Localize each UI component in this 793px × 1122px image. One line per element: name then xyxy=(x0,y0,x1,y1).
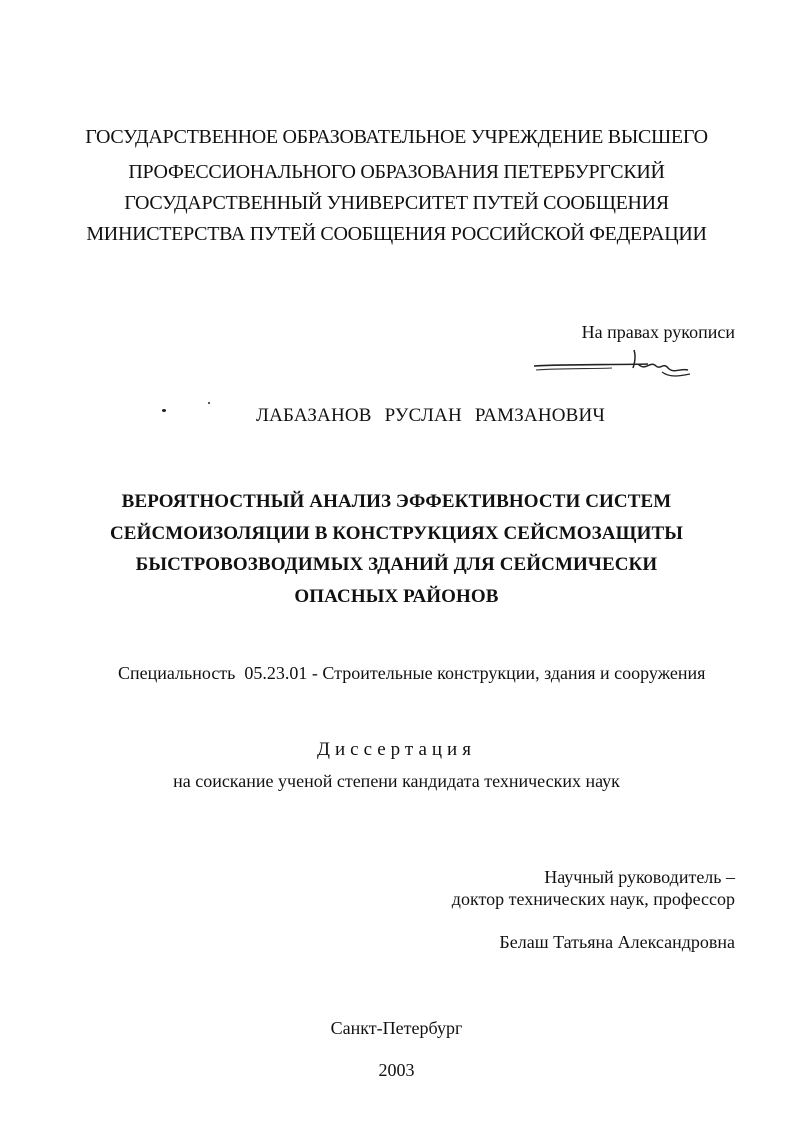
year: 2003 xyxy=(378,1060,415,1080)
work-type: Диссертация xyxy=(317,739,476,760)
title-line-4: ОПАСНЫХ РАЙОНОВ xyxy=(294,586,499,607)
supervisor-role: Научный руководитель – xyxy=(544,867,735,887)
manuscript-note: На правах рукописи xyxy=(581,322,735,342)
title-line-2: СЕЙСМОИЗОЛЯЦИИ В КОНСТРУКЦИЯХ СЕЙСМОЗАЩИТЫ xyxy=(109,523,684,544)
title-line-1: ВЕРОЯТНОСТНЫЙ АНАЛИЗ ЭФФЕКТИВНОСТИ СИСТЕМ xyxy=(121,491,672,512)
specialty: Специальность 05.23.01 - Строительные конструкции, здания и сооружения xyxy=(118,663,706,683)
scan-speck xyxy=(208,402,210,404)
institution-line-3: ГОСУДАРСТВЕННЫЙ УНИВЕРСИТЕТ ПУТЕЙ СООБЩЕНИЯ xyxy=(124,192,669,214)
scan-speck xyxy=(162,409,166,412)
supervisor-credentials: доктор технических наук, профессор xyxy=(451,889,735,909)
institution-line-2: ПРОФЕССИОНАЛЬНОГО ОБРАЗОВАНИЯ ПЕТЕРБУРГСКИЙ xyxy=(128,161,665,183)
city: Санкт-Петербург xyxy=(330,1018,463,1038)
institution-line-1: ГОСУДАРСТВЕННОЕ ОБРАЗОВАТЕЛЬНОЕ УЧРЕЖДЕНИЕ ВЫСШЕГО xyxy=(85,126,708,148)
title-line-3: БЫСТРОВОЗВОДИМЫХ ЗДАНИЙ ДЛЯ СЕЙСМИЧЕСКИ xyxy=(135,554,658,575)
author-name: ЛАБАЗАНОВ РУСЛАН РАМЗАНОВИЧ xyxy=(256,405,606,426)
signature-image xyxy=(530,342,695,384)
degree-line: на соискание ученой степени кандидата технических наук xyxy=(173,771,620,791)
supervisor-name: Белаш Татьяна Александровна xyxy=(499,932,735,952)
institution-line-4: МИНИСТЕРСТВА ПУТЕЙ СООБЩЕНИЯ РОССИЙСКОЙ ФЕДЕРАЦИИ xyxy=(86,223,707,245)
